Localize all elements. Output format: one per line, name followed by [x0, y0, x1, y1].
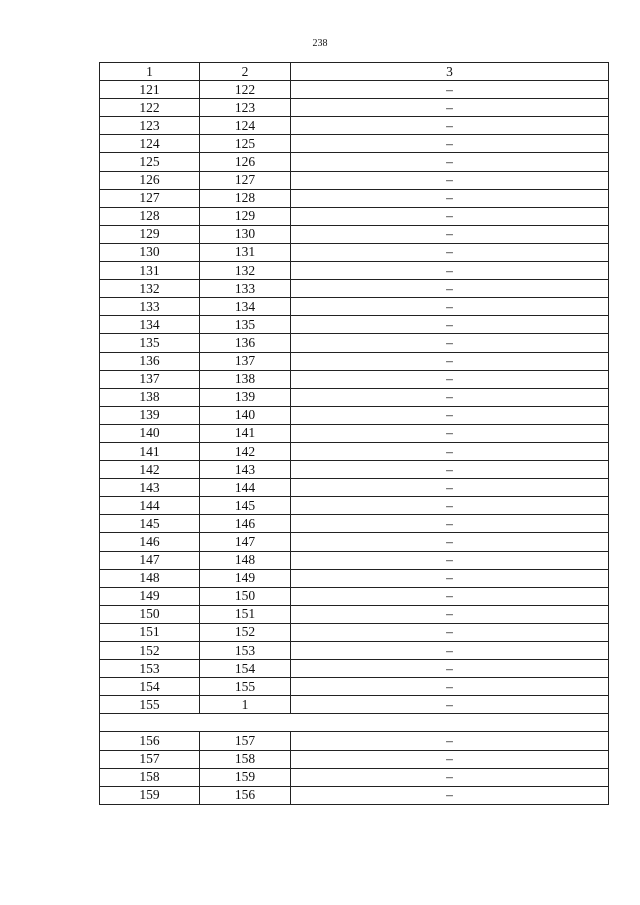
- table-cell-col-3: –: [291, 81, 609, 99]
- table-cell-col-2: 135: [200, 316, 291, 334]
- table-body-block-1: [100, 81, 609, 714]
- table-cell-col-3: –: [291, 406, 609, 424]
- table-row: [100, 479, 609, 497]
- table-cell-col-1: 134: [100, 316, 200, 334]
- table-cell-col-1: 136: [100, 352, 200, 370]
- table-cell-col-3: –: [291, 569, 609, 587]
- table-cell-col-3: –: [291, 334, 609, 352]
- table-spacer: [100, 714, 609, 732]
- table-cell-col-3: –: [291, 479, 609, 497]
- table-cell-col-1: 130: [100, 243, 200, 261]
- table-cell-col-2: 136: [200, 334, 291, 352]
- table-cell-col-3: –: [291, 551, 609, 569]
- table-row: [100, 569, 609, 587]
- table-row: [100, 135, 609, 153]
- table-cell-col-3: –: [291, 370, 609, 388]
- table-cell-col-3: –: [291, 243, 609, 261]
- table-cell-col-2: 149: [200, 569, 291, 587]
- table-cell-col-2: 122: [200, 81, 291, 99]
- table-row: [100, 207, 609, 225]
- table-cell-col-3: –: [291, 388, 609, 406]
- table-row: [100, 117, 609, 135]
- table-row: [100, 189, 609, 207]
- table-cell-col-1: 153: [100, 660, 200, 678]
- table-row: [100, 262, 609, 280]
- table-cell-col-2: 141: [200, 424, 291, 442]
- table-cell-col-1: 149: [100, 587, 200, 605]
- table-cell-col-3: –: [291, 298, 609, 316]
- table-cell-col-1: 122: [100, 99, 200, 117]
- table-cell-col-2: 158: [200, 750, 291, 768]
- table-cell-col-3: –: [291, 189, 609, 207]
- table-cell-col-2: 152: [200, 623, 291, 641]
- table-cell-col-1: 158: [100, 768, 200, 786]
- table-cell-col-2: 153: [200, 642, 291, 660]
- table-cell-col-1: 146: [100, 533, 200, 551]
- table-cell-col-3: –: [291, 497, 609, 515]
- table-cell-col-2: 126: [200, 153, 291, 171]
- table-cell-col-3: –: [291, 171, 609, 189]
- spacer-row: [100, 714, 609, 732]
- table-cell-col-3: –: [291, 605, 609, 623]
- table-cell-col-3: –: [291, 99, 609, 117]
- table-cell-col-3: –: [291, 732, 609, 750]
- table-cell-col-2: 155: [200, 678, 291, 696]
- table-cell-col-1: 127: [100, 189, 200, 207]
- table-cell-col-2: 137: [200, 352, 291, 370]
- table-cell-col-2: 154: [200, 660, 291, 678]
- table-cell-col-1: 137: [100, 370, 200, 388]
- table-cell-col-3: –: [291, 587, 609, 605]
- table-row: [100, 370, 609, 388]
- table-cell-col-2: 142: [200, 442, 291, 460]
- table-row: [100, 316, 609, 334]
- table-row: [100, 442, 609, 460]
- table-cell-col-1: 145: [100, 515, 200, 533]
- table-cell-col-3: –: [291, 696, 609, 714]
- table-row: [100, 732, 609, 750]
- table-row: [100, 515, 609, 533]
- table-body-block-2: [100, 732, 609, 804]
- table-cell-col-2: 127: [200, 171, 291, 189]
- column-header-3: 3: [291, 63, 609, 81]
- table-cell-col-3: –: [291, 515, 609, 533]
- table-cell-col-3: –: [291, 461, 609, 479]
- table-cell-col-2: 151: [200, 605, 291, 623]
- table-row: [100, 334, 609, 352]
- table-row: [100, 696, 609, 714]
- table-cell-col-3: –: [291, 207, 609, 225]
- table-row: [100, 352, 609, 370]
- table-row: [100, 99, 609, 117]
- table-cell-col-2: 133: [200, 280, 291, 298]
- table-cell-col-1: 124: [100, 135, 200, 153]
- table-cell-col-3: –: [291, 768, 609, 786]
- table-cell-col-1: 142: [100, 461, 200, 479]
- table-row: [100, 660, 609, 678]
- table-cell-col-3: –: [291, 262, 609, 280]
- table-row: [100, 298, 609, 316]
- table-cell-col-2: 156: [200, 786, 291, 804]
- table-row: [100, 786, 609, 804]
- table-cell-col-2: 138: [200, 370, 291, 388]
- table-cell-col-1: 125: [100, 153, 200, 171]
- table-header: [100, 63, 609, 81]
- table-cell-col-3: –: [291, 660, 609, 678]
- table-cell-col-3: –: [291, 135, 609, 153]
- table-cell-col-3: –: [291, 442, 609, 460]
- table-cell-col-3: –: [291, 642, 609, 660]
- table-row: [100, 225, 609, 243]
- table-cell-col-1: 128: [100, 207, 200, 225]
- table-row: [100, 424, 609, 442]
- column-header-1: 1: [100, 63, 200, 81]
- table-cell-col-2: 123: [200, 99, 291, 117]
- table-cell-col-1: 157: [100, 750, 200, 768]
- table-cell-col-2: 145: [200, 497, 291, 515]
- table-cell-col-1: 131: [100, 262, 200, 280]
- table-header-row: [100, 63, 609, 81]
- table-cell-col-2: 130: [200, 225, 291, 243]
- table-cell-col-2: 129: [200, 207, 291, 225]
- table-cell-col-2: 124: [200, 117, 291, 135]
- table-cell-col-3: –: [291, 424, 609, 442]
- table-cell-col-2: 146: [200, 515, 291, 533]
- table-cell-col-3: –: [291, 533, 609, 551]
- table-row: [100, 388, 609, 406]
- table-cell-col-3: –: [291, 786, 609, 804]
- table-cell-col-1: 144: [100, 497, 200, 515]
- table-cell-col-2: 150: [200, 587, 291, 605]
- table-row: [100, 768, 609, 786]
- table-row: [100, 551, 609, 569]
- table-row: [100, 623, 609, 641]
- table-cell-col-1: 148: [100, 569, 200, 587]
- table-cell-col-3: –: [291, 623, 609, 641]
- table-row: [100, 497, 609, 515]
- table-cell-col-1: 154: [100, 678, 200, 696]
- table-cell-col-2: 147: [200, 533, 291, 551]
- table-cell-col-2: 125: [200, 135, 291, 153]
- table-cell-col-2: 139: [200, 388, 291, 406]
- table-row: [100, 642, 609, 660]
- table-row: [100, 280, 609, 298]
- table-cell-col-1: 135: [100, 334, 200, 352]
- table-cell-col-1: 152: [100, 642, 200, 660]
- table-cell-col-2: 148: [200, 551, 291, 569]
- table-row: [100, 406, 609, 424]
- table-cell-col-1: 140: [100, 424, 200, 442]
- table-cell-col-1: 147: [100, 551, 200, 569]
- table-row: [100, 81, 609, 99]
- table-cell-col-2: 131: [200, 243, 291, 261]
- table-row: [100, 587, 609, 605]
- table-cell-col-1: 155: [100, 696, 200, 714]
- table-cell-col-1: 150: [100, 605, 200, 623]
- table-row: [100, 750, 609, 768]
- table-cell-col-2: 157: [200, 732, 291, 750]
- page-number: 238: [312, 38, 328, 49]
- table-cell-col-3: –: [291, 225, 609, 243]
- table-cell-col-1: 123: [100, 117, 200, 135]
- table-cell-col-1: 159: [100, 786, 200, 804]
- table-cell-col-3: –: [291, 316, 609, 334]
- table-cell-col-3: –: [291, 117, 609, 135]
- table-cell-col-2: 143: [200, 461, 291, 479]
- spacer-cell: [100, 714, 609, 732]
- table-row: [100, 605, 609, 623]
- table-row: [100, 171, 609, 189]
- table-cell-col-1: 121: [100, 81, 200, 99]
- table-cell-col-1: 156: [100, 732, 200, 750]
- table-row: [100, 153, 609, 171]
- table-cell-col-2: 132: [200, 262, 291, 280]
- table-cell-col-1: 139: [100, 406, 200, 424]
- table-cell-col-2: 144: [200, 479, 291, 497]
- table-row: [100, 243, 609, 261]
- table-cell-col-1: 126: [100, 171, 200, 189]
- table-cell-col-1: 133: [100, 298, 200, 316]
- data-table: [99, 62, 609, 805]
- table-cell-col-2: 128: [200, 189, 291, 207]
- table-cell-col-1: 143: [100, 479, 200, 497]
- table-cell-col-2: 159: [200, 768, 291, 786]
- table-cell-col-1: 138: [100, 388, 200, 406]
- table-row: [100, 533, 609, 551]
- table-cell-col-3: –: [291, 153, 609, 171]
- table-cell-col-2: 1: [200, 696, 291, 714]
- table-row: [100, 678, 609, 696]
- column-header-2: 2: [200, 63, 291, 81]
- table-cell-col-3: –: [291, 750, 609, 768]
- table-cell-col-3: –: [291, 678, 609, 696]
- table-cell-col-1: 132: [100, 280, 200, 298]
- table-cell-col-2: 140: [200, 406, 291, 424]
- table-cell-col-1: 141: [100, 442, 200, 460]
- table-cell-col-1: 151: [100, 623, 200, 641]
- table-cell-col-2: 134: [200, 298, 291, 316]
- table-cell-col-3: –: [291, 280, 609, 298]
- table-row: [100, 461, 609, 479]
- table-cell-col-1: 129: [100, 225, 200, 243]
- table-cell-col-3: –: [291, 352, 609, 370]
